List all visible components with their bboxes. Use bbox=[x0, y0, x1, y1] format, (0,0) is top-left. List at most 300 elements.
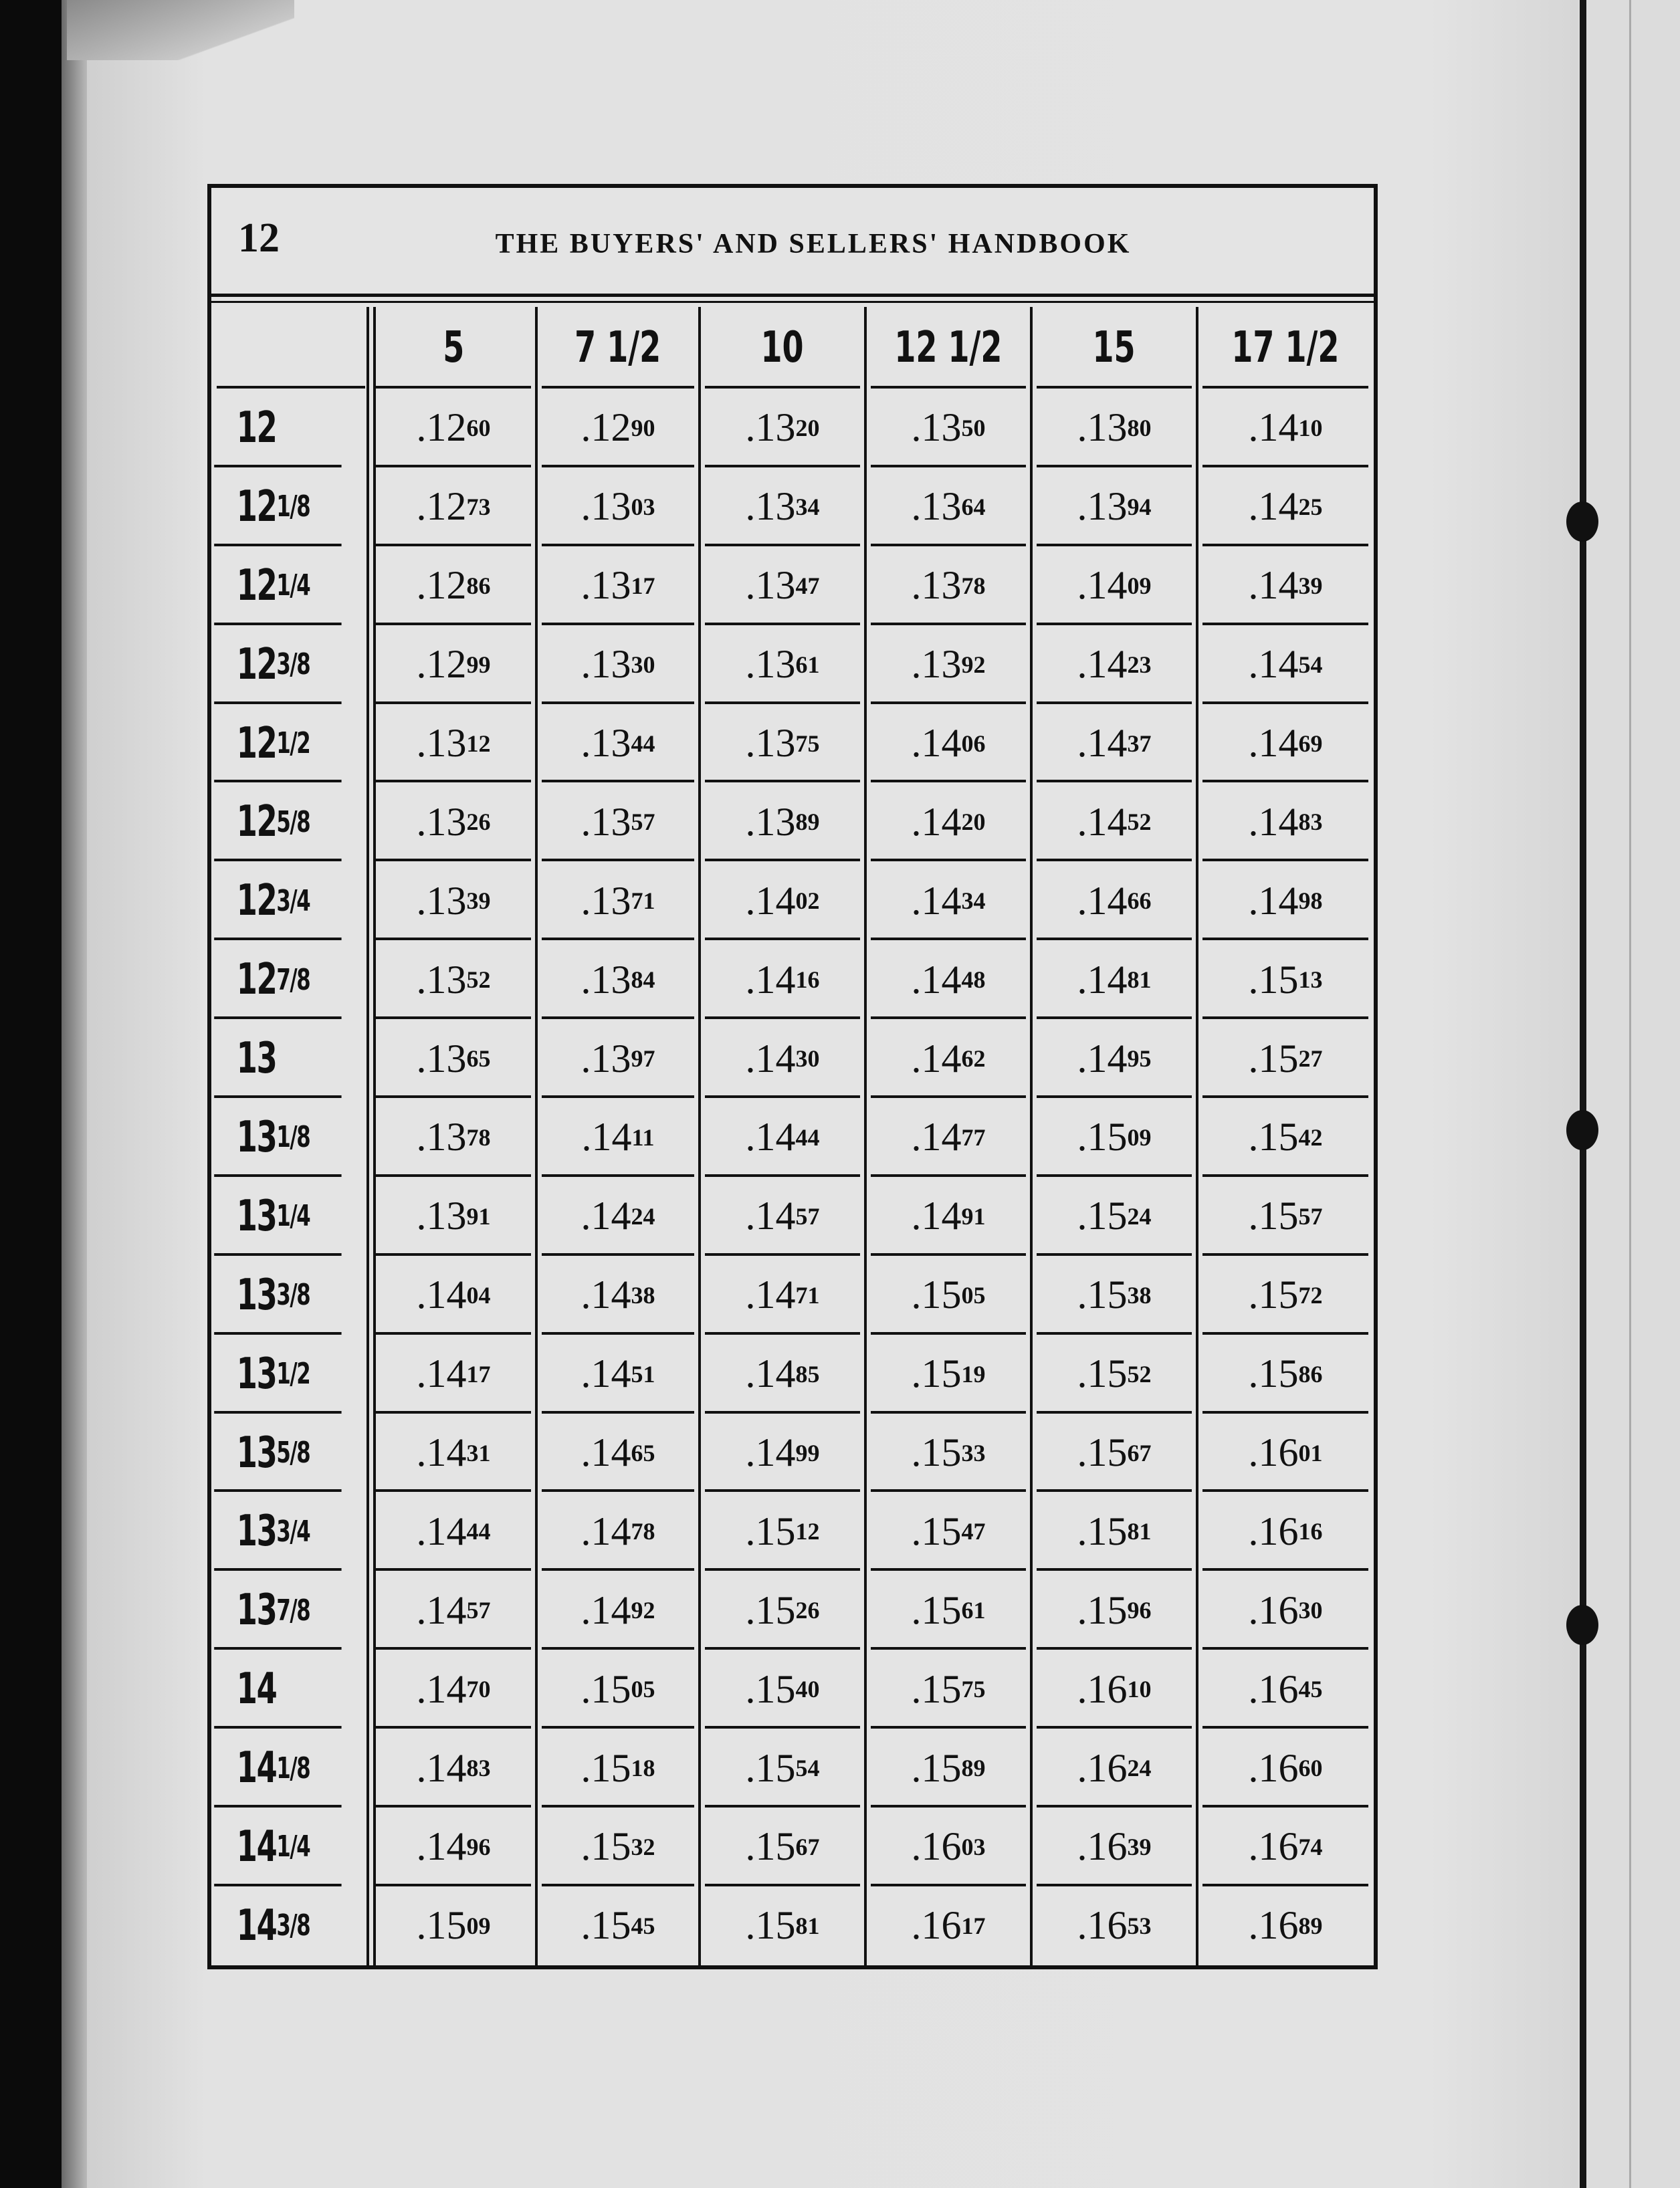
cell-value: .13 bbox=[745, 799, 796, 844]
cell-value-superscript: 90 bbox=[631, 414, 655, 441]
table-cell bbox=[1197, 1335, 1374, 1414]
cell-value: .14 bbox=[1248, 721, 1299, 765]
cell-value: .14 bbox=[1077, 878, 1128, 923]
cell-value-superscript: 34 bbox=[795, 493, 820, 520]
cell-value-superscript: 52 bbox=[1127, 1360, 1152, 1388]
cell-value: .16 bbox=[1077, 1666, 1128, 1711]
cell-value-superscript: 09 bbox=[466, 1912, 491, 1939]
row-label bbox=[211, 1177, 323, 1256]
cell-value: .14 bbox=[416, 1824, 467, 1869]
row-label-fraction: 7/8 bbox=[276, 1593, 310, 1628]
row-label-fraction: 5/8 bbox=[276, 1436, 310, 1470]
row-label-fraction: 5/8 bbox=[276, 804, 310, 839]
table-cell bbox=[865, 940, 1031, 1019]
cell-value: .16 bbox=[1248, 1745, 1299, 1790]
cell-value-superscript: 54 bbox=[795, 1755, 820, 1782]
table-cell bbox=[865, 625, 1031, 704]
table-cell bbox=[371, 625, 536, 704]
row-label-whole: 12 bbox=[236, 797, 277, 847]
column-rule bbox=[366, 307, 369, 1965]
cell-value-superscript: 53 bbox=[1127, 1912, 1152, 1939]
cell-value-superscript: 39 bbox=[1298, 572, 1323, 599]
cell-value: .16 bbox=[1248, 1903, 1299, 1948]
cell-value-superscript: 78 bbox=[631, 1518, 655, 1545]
row-label bbox=[211, 389, 323, 467]
cell-value: .15 bbox=[581, 1824, 631, 1869]
table-cell bbox=[1031, 1729, 1197, 1808]
cell-value-superscript: 39 bbox=[1127, 1833, 1152, 1860]
cell-value-superscript: 10 bbox=[1127, 1676, 1152, 1703]
cell-value-superscript: 67 bbox=[1127, 1439, 1152, 1466]
row-label-whole: 13 bbox=[236, 1191, 277, 1241]
table-cell bbox=[536, 1729, 700, 1808]
cell-value: .14 bbox=[745, 1351, 796, 1396]
cell-value-superscript: 24 bbox=[1127, 1202, 1152, 1230]
cell-value: .14 bbox=[416, 1351, 467, 1396]
row-label-fraction: 1/8 bbox=[276, 1751, 310, 1785]
cell-value: .15 bbox=[1248, 1351, 1299, 1396]
cell-value: .15 bbox=[911, 1509, 962, 1553]
column-header-label: 17 1/2 bbox=[1231, 323, 1340, 372]
table-cell bbox=[1197, 704, 1374, 783]
table-cell bbox=[536, 861, 700, 940]
cell-value: .14 bbox=[581, 1194, 631, 1238]
cell-value: .15 bbox=[1077, 1509, 1128, 1553]
table-cell bbox=[700, 1177, 865, 1256]
row-label-whole: 12 bbox=[236, 876, 277, 926]
table-cell bbox=[1031, 1571, 1197, 1650]
cell-value-superscript: 74 bbox=[1298, 1833, 1323, 1860]
cell-value-superscript: 05 bbox=[961, 1281, 986, 1309]
row-label-whole: 14 bbox=[236, 1743, 277, 1793]
row-label bbox=[211, 1571, 323, 1650]
cell-value-superscript: 44 bbox=[795, 1123, 820, 1151]
table-cell bbox=[700, 782, 865, 861]
cell-value: .15 bbox=[745, 1824, 796, 1869]
cell-value-superscript: 30 bbox=[1298, 1597, 1323, 1624]
table-cell bbox=[536, 546, 700, 625]
table-cell bbox=[371, 861, 536, 940]
table-cell bbox=[1197, 1256, 1374, 1335]
table-cell bbox=[1031, 1414, 1197, 1493]
table-cell bbox=[536, 467, 700, 546]
table-cell bbox=[865, 1019, 1031, 1098]
cell-value: .15 bbox=[581, 1745, 631, 1790]
cell-value: .14 bbox=[581, 1115, 632, 1160]
row-label bbox=[211, 625, 323, 704]
table-cell bbox=[865, 782, 1031, 861]
cell-value-superscript: 80 bbox=[1127, 414, 1152, 441]
cell-value: .15 bbox=[1248, 1036, 1299, 1081]
scan-left-edge bbox=[0, 0, 62, 2188]
cell-value: .13 bbox=[416, 799, 467, 844]
table-cell bbox=[1031, 1335, 1197, 1414]
table-cell bbox=[865, 1729, 1031, 1808]
cell-value: .15 bbox=[581, 1903, 631, 1948]
cell-value: .14 bbox=[745, 878, 796, 923]
cell-value: .13 bbox=[416, 957, 467, 1002]
cell-value: .15 bbox=[745, 1745, 796, 1790]
cell-value: .15 bbox=[1077, 1588, 1128, 1632]
table-cell bbox=[536, 1177, 700, 1256]
cell-value: .14 bbox=[1077, 642, 1128, 687]
cell-value: .14 bbox=[1077, 957, 1128, 1002]
cell-value-superscript: 39 bbox=[466, 887, 491, 915]
table-cell bbox=[1197, 1571, 1374, 1650]
cell-value: .15 bbox=[581, 1666, 631, 1711]
row-label-whole: 13 bbox=[236, 1507, 277, 1557]
row-label-fraction: 3/8 bbox=[276, 1908, 310, 1943]
cell-value: .16 bbox=[1077, 1824, 1128, 1869]
cell-value-superscript: 34 bbox=[961, 887, 986, 915]
cell-value: .13 bbox=[745, 563, 796, 608]
table-cell bbox=[1197, 940, 1374, 1019]
table-cell bbox=[1197, 389, 1374, 467]
cell-value-superscript: 71 bbox=[631, 887, 655, 915]
table-cell bbox=[700, 625, 865, 704]
table-frame bbox=[207, 184, 1378, 1969]
cell-value-superscript: 61 bbox=[961, 1597, 986, 1624]
cell-value: .14 bbox=[745, 1273, 796, 1317]
cell-value: .15 bbox=[911, 1666, 962, 1711]
table-cell bbox=[1031, 1019, 1197, 1098]
cell-value: .14 bbox=[1077, 799, 1128, 844]
table-cell bbox=[371, 389, 536, 467]
table-cell bbox=[1031, 1886, 1197, 1965]
cell-value-superscript: 44 bbox=[631, 730, 655, 757]
binding-stitch bbox=[1566, 1605, 1598, 1645]
table-cell bbox=[1197, 1492, 1374, 1571]
table-cell bbox=[700, 1256, 865, 1335]
row-label bbox=[211, 782, 323, 861]
table-cell bbox=[700, 1886, 865, 1965]
cell-value-superscript: 25 bbox=[1298, 493, 1323, 520]
cell-value-superscript: 97 bbox=[631, 1045, 655, 1073]
cell-value: .15 bbox=[745, 1509, 796, 1553]
table-cell bbox=[865, 1414, 1031, 1493]
cell-value-superscript: 18 bbox=[631, 1755, 655, 1782]
row-label-whole: 14 bbox=[236, 1664, 277, 1715]
table-cell bbox=[700, 1729, 865, 1808]
cell-value: .15 bbox=[1248, 1273, 1299, 1317]
cell-value: .14 bbox=[911, 878, 962, 923]
table-cell bbox=[865, 389, 1031, 467]
cell-value: .15 bbox=[416, 1903, 467, 1948]
cell-value: .15 bbox=[1248, 1115, 1299, 1160]
table-cell bbox=[700, 389, 865, 467]
cell-value: .14 bbox=[1077, 563, 1128, 608]
column-header-label: 15 bbox=[1092, 323, 1136, 372]
cell-value-superscript: 50 bbox=[961, 414, 986, 441]
cell-value: .14 bbox=[1248, 405, 1299, 450]
cell-value: .13 bbox=[911, 642, 962, 687]
row-label bbox=[211, 1886, 323, 1965]
cell-value-superscript: 78 bbox=[961, 572, 986, 599]
cell-value-superscript: 40 bbox=[795, 1676, 820, 1703]
cell-value-superscript: 99 bbox=[795, 1439, 820, 1466]
table-cell bbox=[700, 546, 865, 625]
row-label bbox=[211, 861, 323, 940]
table-cell bbox=[536, 1256, 700, 1335]
cell-value: .14 bbox=[416, 1666, 467, 1711]
cell-value-superscript: 81 bbox=[1127, 1518, 1152, 1545]
scan-gutter-shadow bbox=[62, 0, 87, 2188]
cell-value-superscript: 24 bbox=[631, 1202, 655, 1230]
cell-value: .16 bbox=[1248, 1430, 1299, 1475]
table-cell bbox=[865, 1492, 1031, 1571]
header-rule bbox=[211, 294, 1374, 297]
cell-value: .14 bbox=[745, 1115, 796, 1160]
table-cell bbox=[700, 704, 865, 783]
cell-value-superscript: 30 bbox=[795, 1045, 820, 1073]
row-label-fraction: 1/2 bbox=[276, 726, 310, 760]
column-rule bbox=[1030, 307, 1033, 1965]
table-cell bbox=[1197, 861, 1374, 940]
column-header-label: 5 bbox=[442, 323, 465, 372]
row-label bbox=[211, 1256, 323, 1335]
cell-value-superscript: 57 bbox=[631, 808, 655, 836]
cell-value: .13 bbox=[416, 1115, 467, 1160]
row-label-whole: 12 bbox=[236, 718, 277, 768]
table-cell bbox=[700, 1808, 865, 1886]
cell-value-superscript: 04 bbox=[466, 1281, 491, 1309]
cell-value-superscript: 23 bbox=[1127, 651, 1152, 678]
cell-value-superscript: 44 bbox=[466, 1518, 491, 1545]
table-cell bbox=[1197, 1886, 1374, 1965]
table-cell bbox=[536, 1808, 700, 1886]
cell-value-superscript: 67 bbox=[795, 1833, 820, 1860]
table-cell bbox=[700, 467, 865, 546]
table-cell bbox=[1197, 1808, 1374, 1886]
row-label bbox=[211, 1729, 323, 1808]
cell-value-superscript: 91 bbox=[961, 1202, 986, 1230]
cell-value-superscript: 12 bbox=[795, 1518, 820, 1545]
row-label-fraction: 1/4 bbox=[276, 1830, 310, 1864]
column-header bbox=[1197, 307, 1374, 389]
cell-value: .15 bbox=[1077, 1115, 1128, 1160]
table-cell bbox=[371, 1492, 536, 1571]
price-table bbox=[211, 307, 1374, 1965]
cell-value-superscript: 60 bbox=[1298, 1755, 1323, 1782]
table-cell bbox=[865, 1808, 1031, 1886]
table-cell bbox=[865, 861, 1031, 940]
cell-value-superscript: 83 bbox=[1298, 808, 1323, 836]
cell-value-superscript: 26 bbox=[466, 808, 491, 836]
cell-value: .16 bbox=[911, 1824, 962, 1869]
cell-value-superscript: 20 bbox=[795, 414, 820, 441]
cell-value: .15 bbox=[1077, 1194, 1128, 1238]
row-label-whole: 13 bbox=[236, 1034, 277, 1084]
cell-value: .13 bbox=[911, 405, 962, 450]
row-label-fraction: 3/8 bbox=[276, 1278, 310, 1313]
cell-value-superscript: 57 bbox=[795, 1202, 820, 1230]
cell-value: .14 bbox=[1248, 799, 1299, 844]
row-label-fraction: 7/8 bbox=[276, 962, 310, 997]
binding-edge-line bbox=[1580, 0, 1586, 2188]
cell-value-superscript: 62 bbox=[961, 1045, 986, 1073]
cell-value: .13 bbox=[581, 484, 631, 529]
cell-value-superscript: 95 bbox=[1127, 1045, 1152, 1073]
cell-value: .14 bbox=[911, 799, 962, 844]
cell-value-superscript: 92 bbox=[961, 651, 986, 678]
table-cell bbox=[1197, 1098, 1374, 1177]
cell-value-superscript: 94 bbox=[1127, 493, 1152, 520]
cell-value: .13 bbox=[745, 642, 796, 687]
table-cell bbox=[536, 782, 700, 861]
cell-value: .12 bbox=[416, 484, 467, 529]
table-cell bbox=[865, 1571, 1031, 1650]
row-label-fraction: 3/8 bbox=[276, 647, 310, 682]
table-cell bbox=[371, 1098, 536, 1177]
cell-value: .13 bbox=[581, 642, 631, 687]
row-label-fraction: 1/4 bbox=[276, 568, 310, 603]
cell-value: .13 bbox=[911, 484, 962, 529]
table-cell bbox=[536, 1492, 700, 1571]
cell-value-superscript: 13 bbox=[1298, 966, 1323, 994]
row-label-whole: 13 bbox=[236, 1349, 277, 1399]
cell-value: .14 bbox=[911, 1115, 962, 1160]
cell-value: .13 bbox=[745, 721, 796, 765]
row-label-fraction: 3/4 bbox=[276, 883, 310, 918]
cell-value-superscript: 71 bbox=[795, 1281, 820, 1309]
cell-value: .15 bbox=[745, 1666, 796, 1711]
row-label-whole: 12 bbox=[236, 639, 277, 689]
cell-value: .12 bbox=[416, 405, 467, 450]
cell-value: .15 bbox=[911, 1351, 962, 1396]
binding-edge-line-secondary bbox=[1629, 0, 1631, 2188]
table-cell bbox=[536, 1650, 700, 1729]
cell-value-superscript: 57 bbox=[1298, 1202, 1323, 1230]
cell-value-superscript: 12 bbox=[466, 730, 491, 757]
cell-value: .16 bbox=[1248, 1666, 1299, 1711]
cell-value: .14 bbox=[1248, 878, 1299, 923]
cell-value: .16 bbox=[1077, 1903, 1128, 1948]
table-cell bbox=[536, 1019, 700, 1098]
cell-value: .13 bbox=[745, 484, 796, 529]
cell-value-superscript: 54 bbox=[1298, 651, 1323, 678]
row-label-whole: 14 bbox=[236, 1900, 277, 1951]
row-label-fraction: 1/8 bbox=[276, 1120, 310, 1155]
cell-value-superscript: 52 bbox=[466, 966, 491, 994]
table-cell bbox=[865, 1335, 1031, 1414]
table-cell bbox=[1031, 467, 1197, 546]
cell-value: .15 bbox=[911, 1273, 962, 1317]
cell-value: .14 bbox=[745, 1430, 796, 1475]
table-cell bbox=[865, 704, 1031, 783]
cell-value: .14 bbox=[581, 1351, 631, 1396]
table-cell bbox=[700, 1650, 865, 1729]
cell-value-superscript: 52 bbox=[1127, 808, 1152, 836]
table-cell bbox=[536, 1571, 700, 1650]
table-cell bbox=[536, 1886, 700, 1965]
cell-value-superscript: 33 bbox=[961, 1439, 986, 1466]
cell-value: .16 bbox=[1248, 1588, 1299, 1632]
cell-value-superscript: 37 bbox=[1127, 730, 1152, 757]
cell-value-superscript: 17 bbox=[961, 1912, 986, 1939]
cell-value-superscript: 17 bbox=[631, 572, 655, 599]
cell-value-superscript: 78 bbox=[466, 1123, 491, 1151]
table-cell bbox=[865, 467, 1031, 546]
cell-value: .15 bbox=[911, 1745, 962, 1790]
row-label bbox=[211, 1492, 323, 1571]
cell-value-superscript: 38 bbox=[631, 1281, 655, 1309]
cell-value-superscript: 85 bbox=[795, 1360, 820, 1388]
cell-value-superscript: 01 bbox=[1298, 1439, 1323, 1466]
cell-value: .13 bbox=[581, 957, 631, 1002]
table-cell bbox=[865, 1098, 1031, 1177]
table-cell bbox=[371, 1335, 536, 1414]
cell-value: .14 bbox=[416, 1588, 467, 1632]
cell-value: .16 bbox=[911, 1903, 962, 1948]
table-cell bbox=[1031, 1256, 1197, 1335]
table-cell bbox=[371, 1650, 536, 1729]
binding-stitch bbox=[1566, 502, 1598, 542]
column-rule bbox=[1196, 307, 1198, 1965]
cell-value: .14 bbox=[416, 1745, 467, 1790]
cell-value: .14 bbox=[745, 1194, 796, 1238]
table-cell bbox=[865, 1886, 1031, 1965]
table-cell bbox=[371, 782, 536, 861]
cell-value: .14 bbox=[1248, 563, 1299, 608]
cell-value: .14 bbox=[1248, 484, 1299, 529]
cell-value: .14 bbox=[581, 1430, 631, 1475]
cell-value-superscript: 61 bbox=[795, 651, 820, 678]
row-label-whole: 13 bbox=[236, 1585, 277, 1636]
cell-value-superscript: 66 bbox=[1127, 887, 1152, 915]
cell-value-superscript: 09 bbox=[1127, 572, 1152, 599]
column-rule bbox=[698, 307, 701, 1965]
row-label bbox=[211, 1808, 323, 1886]
column-rule bbox=[373, 307, 376, 1965]
cell-value-superscript: 99 bbox=[466, 651, 491, 678]
cell-value-superscript: 47 bbox=[795, 572, 820, 599]
table-cell bbox=[1031, 704, 1197, 783]
cell-value-superscript: 26 bbox=[795, 1597, 820, 1624]
cell-value: .15 bbox=[1077, 1351, 1128, 1396]
cell-value: .13 bbox=[416, 1194, 467, 1238]
cell-value: .14 bbox=[1248, 642, 1299, 687]
table-cell bbox=[700, 1019, 865, 1098]
row-label-whole: 12 bbox=[236, 560, 277, 611]
cell-value: .15 bbox=[1077, 1430, 1128, 1475]
cell-value: .15 bbox=[1248, 1194, 1299, 1238]
row-label bbox=[211, 1414, 323, 1493]
cell-value-superscript: 92 bbox=[631, 1597, 655, 1624]
table-cell bbox=[700, 1492, 865, 1571]
table-cell bbox=[1197, 467, 1374, 546]
row-label-fraction: 1/8 bbox=[276, 489, 310, 524]
table-cell bbox=[536, 940, 700, 1019]
table-cell bbox=[865, 1650, 1031, 1729]
cell-value: .13 bbox=[745, 405, 796, 450]
cell-value: .13 bbox=[1077, 405, 1128, 450]
cell-value: .12 bbox=[416, 563, 467, 608]
table-cell bbox=[700, 1098, 865, 1177]
header-rule bbox=[211, 301, 1374, 303]
cell-value-superscript: 16 bbox=[1298, 1518, 1323, 1545]
table-cell bbox=[1197, 1729, 1374, 1808]
cell-value: .12 bbox=[416, 642, 467, 687]
table-cell bbox=[536, 1414, 700, 1493]
cell-value-superscript: 45 bbox=[1298, 1676, 1323, 1703]
table-cell bbox=[371, 546, 536, 625]
cell-value-superscript: 10 bbox=[1298, 414, 1323, 441]
cell-value-superscript: 69 bbox=[1298, 730, 1323, 757]
cell-value-superscript: 91 bbox=[466, 1202, 491, 1230]
cell-value-superscript: 16 bbox=[795, 966, 820, 994]
table-cell bbox=[1031, 1177, 1197, 1256]
row-label-whole: 12 bbox=[236, 403, 277, 453]
